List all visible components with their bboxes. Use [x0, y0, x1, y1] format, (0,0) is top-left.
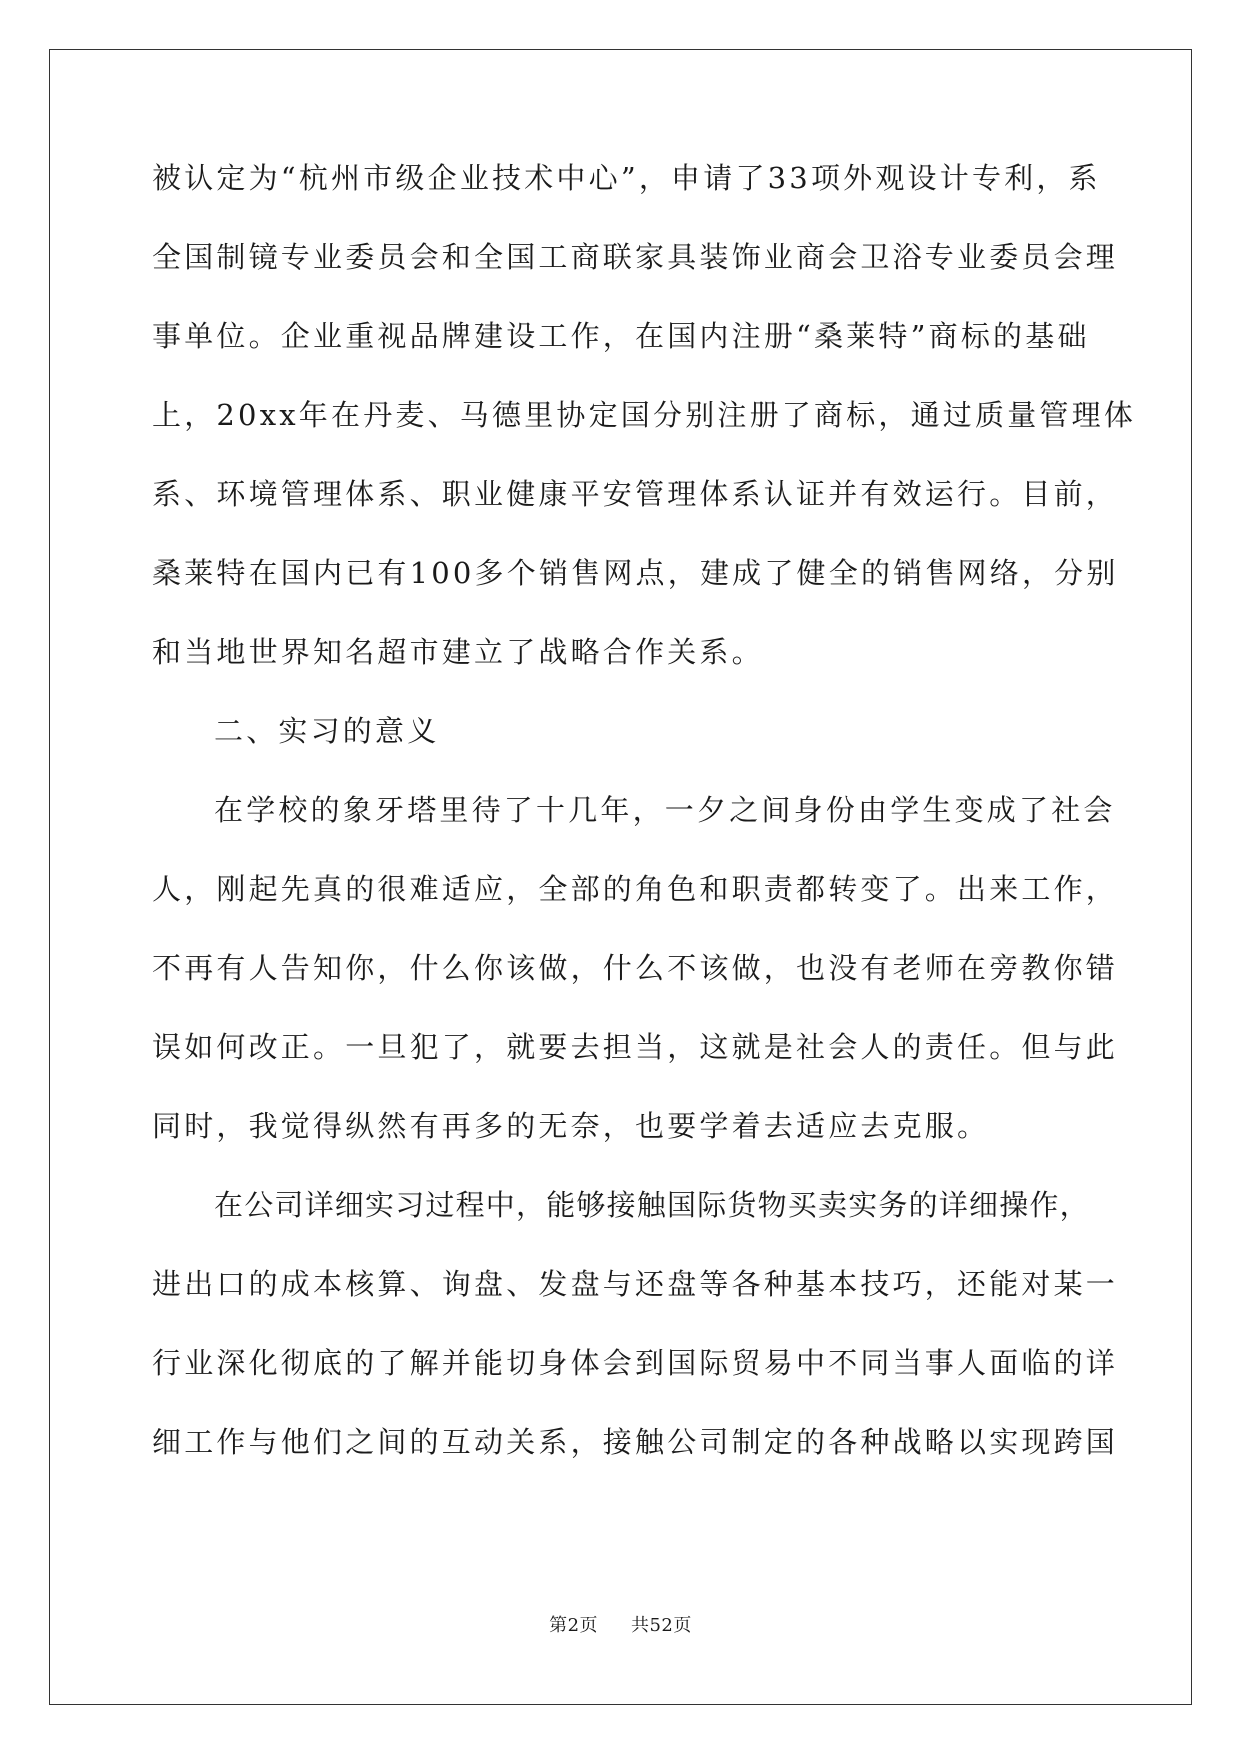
- paragraph-line: 人，刚起先真的很难适应，全部的角色和职责都转变了。出来工作，: [152, 872, 1119, 906]
- paragraph-line: 同时，我觉得纵然有再多的无奈，也要学着去适应去克服。: [152, 1109, 990, 1143]
- paragraph-line: 在学校的象牙塔里待了十几年，一夕之间身份由学生变成了社会: [214, 793, 1116, 827]
- paragraph-line: 被认定为“杭州市级企业技术中心”，申请了33项外观设计专利，系: [152, 161, 1101, 195]
- paragraph-line: 在公司详细实习过程中，能够接触国际货物买卖实务的详细操作，: [214, 1188, 1090, 1222]
- paragraph-line: 事单位。企业重视品牌建设工作，在国内注册“桑莱特”商标的基础: [152, 319, 1090, 353]
- paragraph-line: 桑莱特在国内已有100多个销售网点，建成了健全的销售网络，分别: [152, 556, 1119, 590]
- page-total: 共52页: [630, 1615, 692, 1636]
- paragraph-line: 上，20xx年在丹麦、马德里协定国分别注册了商标，通过质量管理体: [152, 398, 1137, 432]
- paragraph-line: 误如何改正。一旦犯了，就要去担当，这就是社会人的责任。但与此: [152, 1030, 1119, 1064]
- section-heading: 二、实习的意义: [214, 714, 440, 748]
- paragraph-line: 细工作与他们之间的互动关系，接触公司制定的各种战略以实现跨国: [152, 1425, 1119, 1459]
- page-footer: [0, 1611, 1241, 1637]
- paragraph-line: 全国制镜专业委员会和全国工商联家具装饰业商会卫浴专业委员会理: [152, 240, 1119, 274]
- paragraph-line: 不再有人告知你，什么你该做，什么不该做，也没有老师在旁教你错: [152, 951, 1119, 985]
- page-number: 第2页: [549, 1615, 599, 1636]
- paragraph-line: 行业深化彻底的了解并能切身体会到国际贸易中不同当事人面临的详: [152, 1346, 1119, 1380]
- paragraph-line: 进出口的成本核算、询盘、发盘与还盘等各种基本技巧，还能对某一: [152, 1267, 1119, 1301]
- paragraph-line: 和当地世界知名超市建立了战略合作关系。: [152, 635, 764, 669]
- paragraph-line: 系、环境管理体系、职业健康平安管理体系认证并有效运行。目前，: [152, 477, 1119, 511]
